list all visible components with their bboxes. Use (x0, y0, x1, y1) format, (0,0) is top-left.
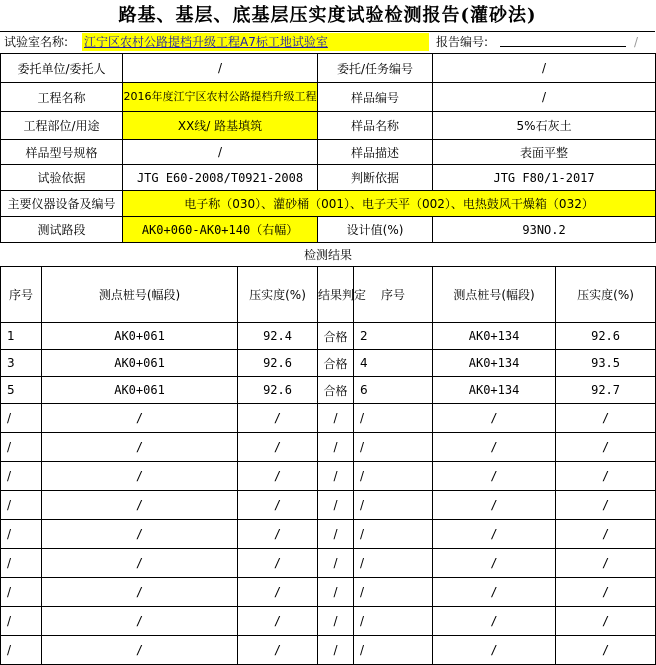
cell-seq[interactable]: / (1, 636, 42, 665)
cell-compaction[interactable]: / (556, 491, 656, 520)
cell-seq[interactable]: / (354, 636, 433, 665)
table-row (1, 636, 656, 665)
design-label: 设计值(%) (318, 217, 433, 243)
desc-label: 样品描述 (318, 140, 433, 165)
cell-result[interactable]: / (318, 549, 354, 578)
cell-station[interactable]: / (433, 549, 556, 578)
cell-compaction[interactable]: / (238, 578, 318, 607)
cell-result[interactable]: / (318, 404, 354, 433)
judge-label: 判断依据 (318, 165, 433, 191)
cell-station[interactable]: AK0+061 (42, 323, 238, 350)
cell-seq[interactable]: / (1, 549, 42, 578)
report-title: 路基、基层、底基层压实度试验检测报告(灌砂法) (0, 0, 655, 32)
cell-station[interactable]: AK0+134 (433, 323, 556, 350)
table-row (1, 377, 656, 404)
cell-station[interactable]: AK0+061 (42, 350, 238, 377)
table-row (1, 607, 656, 636)
cell-station[interactable]: / (42, 491, 238, 520)
cell-compaction[interactable]: / (556, 636, 656, 665)
cell-compaction[interactable]: / (238, 636, 318, 665)
project-value[interactable]: 2016年度江宁区农村公路提档升级工程 (123, 83, 318, 112)
cell-seq[interactable]: / (354, 607, 433, 636)
cell-compaction[interactable]: / (556, 433, 656, 462)
cell-station[interactable]: AK0+061 (42, 377, 238, 404)
cell-compaction[interactable]: / (238, 549, 318, 578)
cell-result[interactable]: / (318, 491, 354, 520)
cell-compaction[interactable]: 92.4 (238, 323, 318, 350)
cell-station[interactable]: / (42, 607, 238, 636)
cell-seq[interactable]: / (354, 462, 433, 491)
cell-station[interactable]: / (42, 578, 238, 607)
spec-value[interactable]: / (123, 140, 318, 165)
table-row (1, 491, 656, 520)
cell-seq[interactable]: / (354, 491, 433, 520)
cell-compaction[interactable]: / (556, 462, 656, 491)
cell-seq[interactable]: / (354, 578, 433, 607)
col-header: 结果判定 (318, 267, 354, 323)
cell-seq[interactable]: 1 (1, 323, 42, 350)
cell-compaction[interactable]: / (238, 607, 318, 636)
cell-compaction[interactable]: / (556, 404, 656, 433)
client-label: 委托单位/委托人 (1, 54, 123, 83)
basis-value[interactable]: JTG E60-2008/T0921-2008 (123, 165, 318, 191)
cell-station[interactable]: / (433, 491, 556, 520)
cell-seq[interactable]: 3 (1, 350, 42, 377)
report-table (0, 53, 656, 665)
cell-seq[interactable]: 5 (1, 377, 42, 404)
cell-compaction[interactable]: / (556, 578, 656, 607)
col-header: 压实度(%) (238, 267, 318, 323)
spec-label: 样品型号规格 (1, 140, 123, 165)
cell-station[interactable]: / (42, 433, 238, 462)
cell-compaction[interactable]: 92.6 (556, 323, 656, 350)
part-value[interactable]: XX线/ 路基填筑 (123, 112, 318, 140)
sample-no-label: 样品编号 (318, 83, 433, 112)
cell-seq[interactable]: 6 (354, 377, 433, 404)
table-row (1, 578, 656, 607)
cell-station[interactable]: / (42, 404, 238, 433)
desc-value[interactable]: 表面平整 (433, 140, 656, 165)
cell-seq[interactable]: / (354, 549, 433, 578)
equipment-label: 主要仪器设备及编号 (1, 191, 123, 217)
cell-compaction[interactable]: 92.7 (556, 377, 656, 404)
sample-no-value[interactable]: / (433, 83, 656, 112)
cell-compaction[interactable]: / (238, 433, 318, 462)
cell-seq[interactable]: / (1, 462, 42, 491)
cell-station[interactable]: AK0+134 (433, 377, 556, 404)
cell-station[interactable]: / (42, 636, 238, 665)
cell-compaction[interactable]: / (238, 462, 318, 491)
table-row (1, 323, 656, 350)
cell-result[interactable]: / (318, 433, 354, 462)
cell-seq[interactable]: / (1, 578, 42, 607)
cell-station[interactable]: / (433, 607, 556, 636)
project-label: 工程名称 (1, 83, 123, 112)
basis-label: 试验依据 (1, 165, 123, 191)
sample-name-value[interactable]: 5%石灰土 (433, 112, 656, 140)
section-label: 测试路段 (1, 217, 123, 243)
judge-value[interactable]: JTG F80/1-2017 (433, 165, 656, 191)
col-header: 压实度(%) (556, 267, 656, 323)
report-number-label: 报告编号: (436, 35, 489, 49)
client-value[interactable]: / (123, 54, 318, 83)
cell-station[interactable]: / (42, 549, 238, 578)
lab-name-value[interactable]: 江宁区农村公路提档升级工程A7标工地试验室 (82, 33, 429, 51)
part-label: 工程部位/用途 (1, 112, 123, 140)
cell-station[interactable]: / (42, 520, 238, 549)
cell-seq[interactable]: / (1, 491, 42, 520)
table-row (1, 350, 656, 377)
report-number-field[interactable] (500, 46, 626, 47)
results-heading: 检测结果 (1, 243, 656, 267)
report-number-tail: / (634, 35, 639, 49)
lab-name-label: 试验室名称: (4, 35, 69, 49)
cell-compaction[interactable]: / (238, 520, 318, 549)
cell-compaction[interactable]: / (556, 607, 656, 636)
task-value[interactable]: / (433, 54, 656, 83)
sample-name-label: 样品名称 (318, 112, 433, 140)
cell-compaction[interactable]: 92.6 (238, 377, 318, 404)
cell-station[interactable]: / (433, 520, 556, 549)
cell-station[interactable]: / (433, 636, 556, 665)
table-row (1, 404, 656, 433)
cell-result[interactable]: 合格 (318, 323, 354, 350)
cell-result[interactable]: / (318, 607, 354, 636)
cell-seq[interactable]: / (1, 520, 42, 549)
col-header: 测点桩号(幅段) (42, 267, 238, 323)
col-header: 序号 (1, 267, 42, 323)
cell-station[interactable]: / (42, 462, 238, 491)
cell-station[interactable]: / (433, 433, 556, 462)
task-label: 委托/任务编号 (318, 54, 433, 83)
table-row (1, 433, 656, 462)
cell-compaction[interactable]: 93.5 (556, 350, 656, 377)
cell-result[interactable]: / (318, 462, 354, 491)
table-row (1, 549, 656, 578)
lab-row (0, 31, 655, 53)
cell-compaction[interactable]: / (556, 549, 656, 578)
cell-seq[interactable]: / (354, 404, 433, 433)
table-row (1, 520, 656, 549)
table-row (1, 462, 656, 491)
equipment-value[interactable]: 电子称（030）、灌砂桶（001）、电子天平（002）、电热鼓风干燥箱（032） (123, 191, 656, 217)
cell-result[interactable]: 合格 (318, 377, 354, 404)
section-value[interactable]: AK0+060-AK0+140（右幅） (123, 217, 318, 243)
cell-seq[interactable]: 2 (354, 323, 433, 350)
cell-station[interactable]: / (433, 578, 556, 607)
cell-compaction[interactable]: / (238, 491, 318, 520)
cell-result[interactable]: / (318, 636, 354, 665)
cell-compaction[interactable]: 92.6 (238, 350, 318, 377)
cell-seq[interactable]: / (354, 433, 433, 462)
cell-result[interactable]: / (318, 520, 354, 549)
cell-result[interactable]: / (318, 578, 354, 607)
cell-result[interactable]: 合格 (318, 350, 354, 377)
cell-compaction[interactable]: / (238, 404, 318, 433)
cell-seq[interactable]: / (1, 607, 42, 636)
cell-station[interactable]: AK0+134 (433, 350, 556, 377)
col-header: 测点桩号(幅段) (433, 267, 556, 323)
cell-compaction[interactable]: / (556, 520, 656, 549)
design-value[interactable]: 93NO.2 (433, 217, 656, 243)
cell-station[interactable]: / (433, 404, 556, 433)
cell-station[interactable]: / (433, 462, 556, 491)
results-header-row (1, 267, 656, 323)
cell-seq[interactable]: / (1, 404, 42, 433)
cell-seq[interactable]: / (1, 433, 42, 462)
col-header: 序号 (354, 267, 433, 323)
cell-seq[interactable]: 4 (354, 350, 433, 377)
cell-seq[interactable]: / (354, 520, 433, 549)
